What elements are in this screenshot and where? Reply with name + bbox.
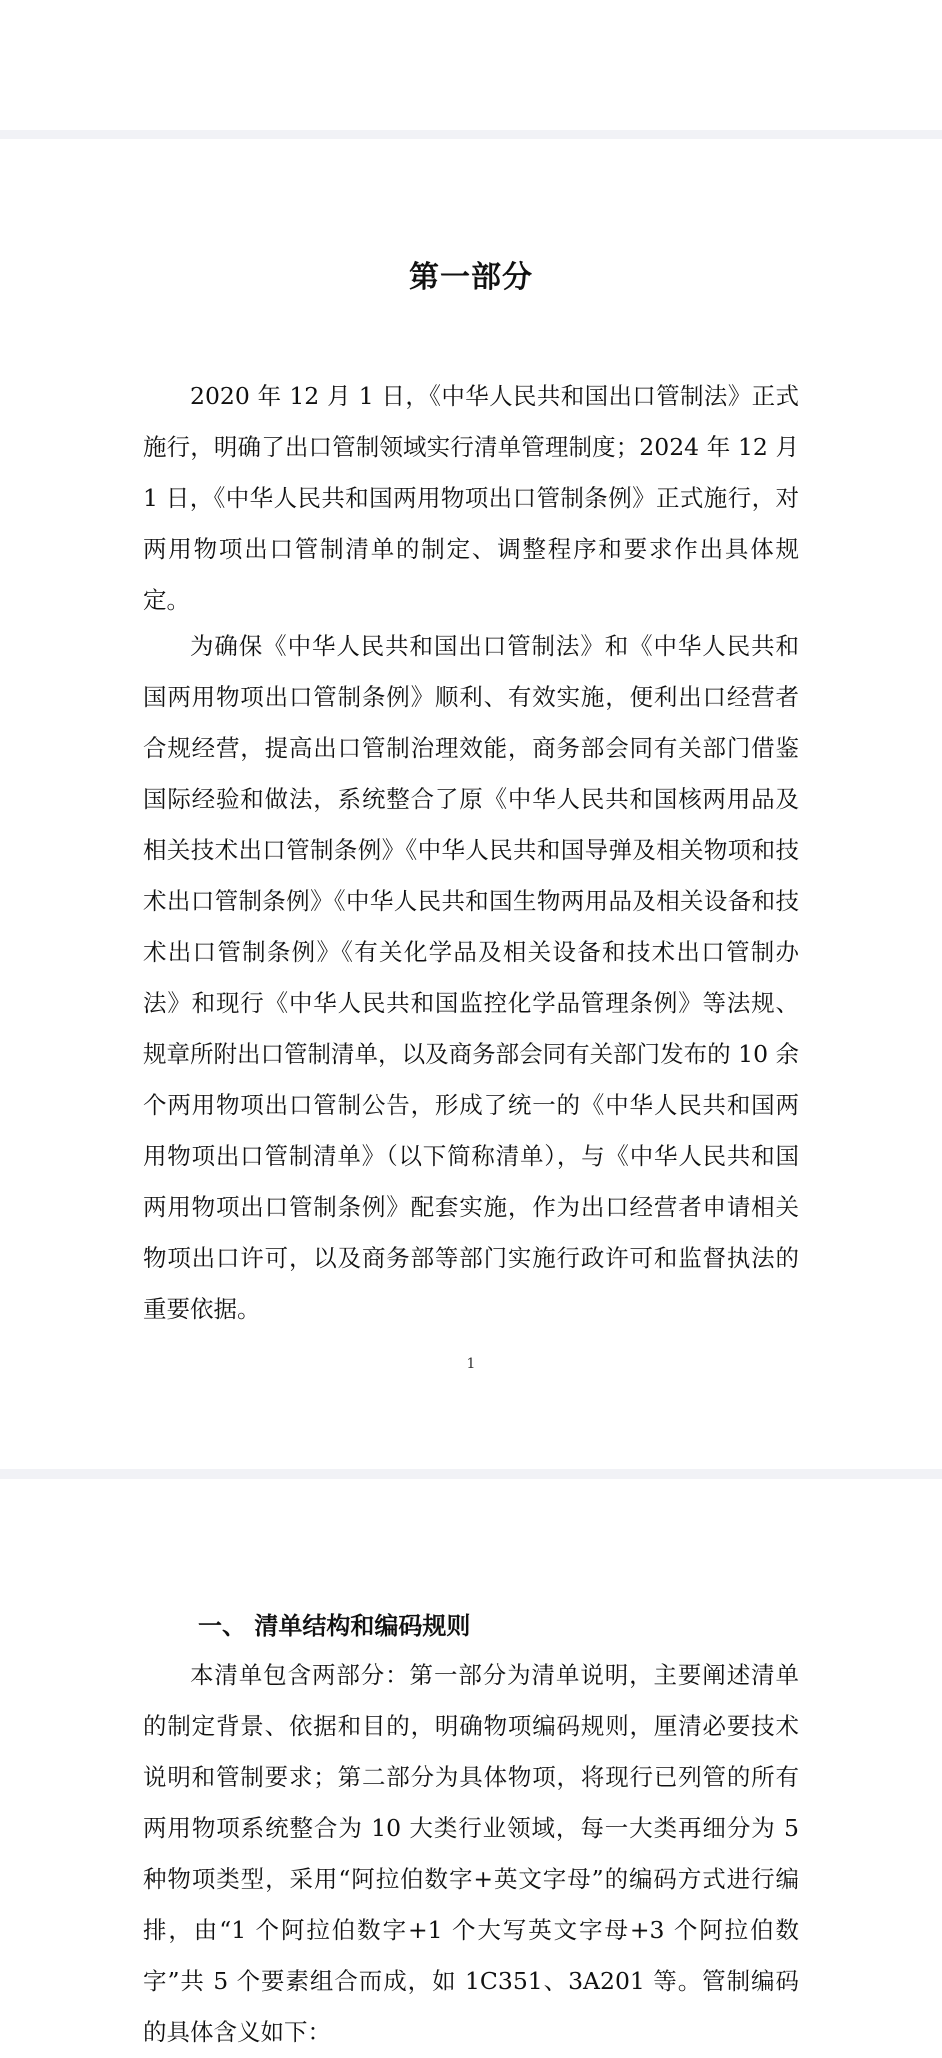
page-title: 第一部分: [409, 260, 533, 295]
page-number: 1: [466, 1356, 476, 1372]
page-gap-middle: [0, 1469, 942, 1479]
section-heading: 一、 清单结构和编码规则: [198, 1612, 471, 1640]
page-gap-top: [0, 130, 942, 139]
paragraph-1: 2020 年 12 月 1 日，《中华人民共和国出口管制法》正式施行，明确了出口管制领域实行清单管理制度；2024 年 12 月 1 日，《中华人民共和国两用物项出口管制条例》正式施行，对两用物项出口管制清单的制定、调整程序和要求作出具体规定。: [143, 382, 799, 614]
paragraph-3: 本清单包含两部分：第一部分为清单说明，主要阐述清单的制定背景、依据和目的，明确物项编码规则，厘清必要技术说明和管制要求；第二部分为具体物项，将现行已列管的所有两用物项系统整合为 10 大类行业领域，每一大类再细分为 5 种物项类型，采用“阿拉伯数字+英文字母”的编码方式进行编排，由“1 个阿拉伯数字+1 个大写英文字母+3 个阿拉伯数字”共 5 个要素组合而成，如 1C351、3A201 等。管制编码的具体含义如下：: [143, 1661, 799, 2046]
paragraph-2: 为确保《中华人民共和国出口管制法》和《中华人民共和国两用物项出口管制条例》顺利、有效实施，便利出口经营者合规经营，提高出口管制治理效能，商务部会同有关部门借鉴国际经验和做法，系统整合了原《中华人民共和国核两用品及相关技术出口管制条例》《中华人民共和国导弹及相关物项和技术出口管制条例》《中华人民共和国生物两用品及相关设备和技术出口管制条例》《有关化学品及相关设备和技术出口管制办法》和现行《中华人民共和国监控化学品管理条例》等法规、规章所附出口管制清单，以及商务部会同有关部门发布的 10 余个两用物项出口管制公告，形成了统一的《中华人民共和国两用物项出口管制清单》（以下简称清单），与《中华人民共和国两用物项出口管制条例》配套实施，作为出口经营者申请相关物项出口许可，以及商务部等部门实施行政许可和监督执法的重要依据。: [143, 632, 799, 1323]
